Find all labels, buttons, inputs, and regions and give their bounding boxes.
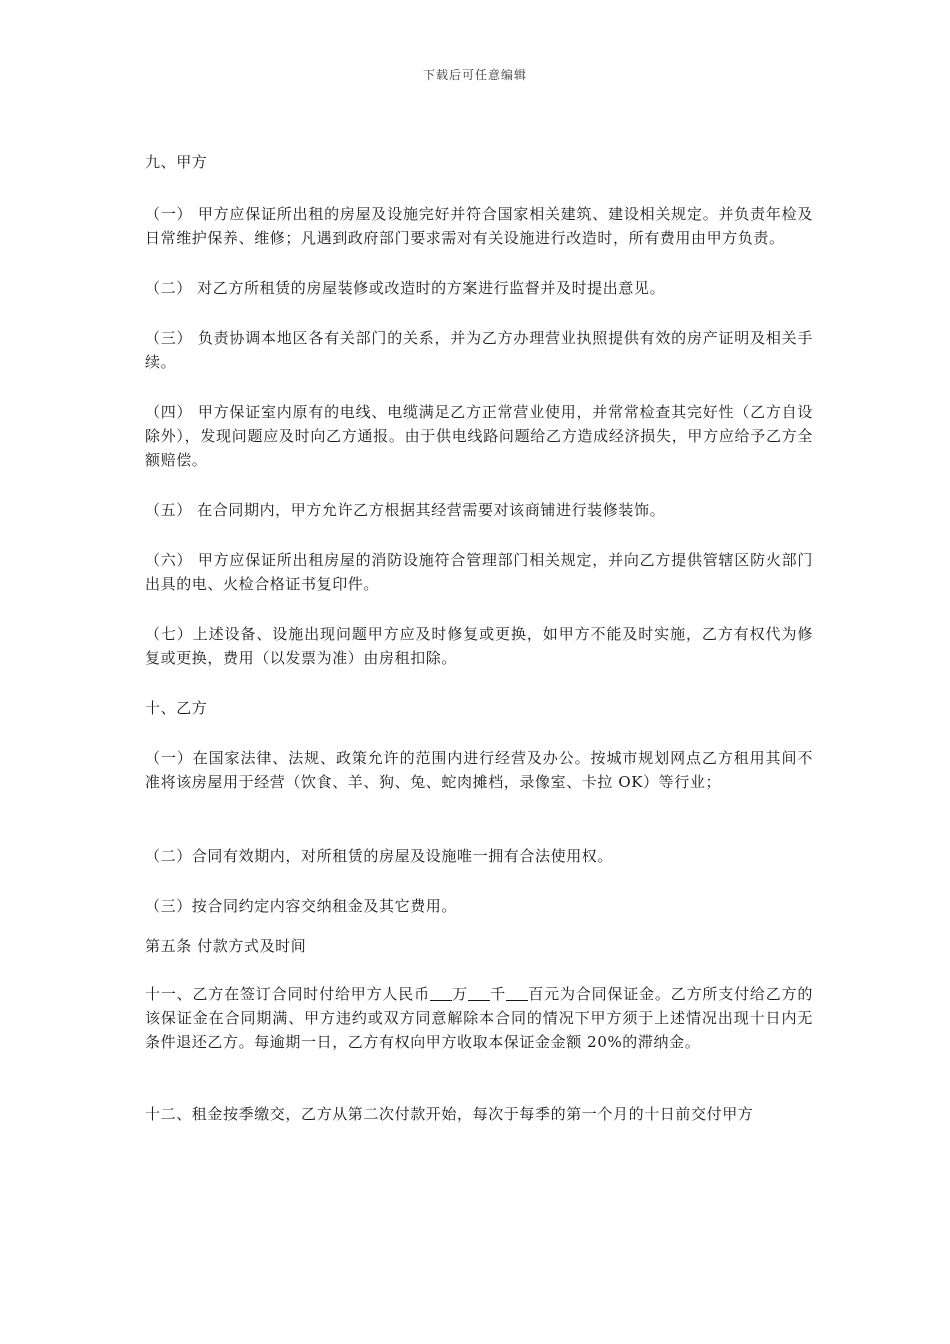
amount-blank-wan [430, 985, 452, 1001]
clause-11-unit-wan: 万 [451, 985, 468, 1003]
clause-9-7: （七）上述设备、设施出现问题甲方应及时修复或更换，如甲方不能及时实施，乙方有权代为修复或更换，费用（以发票为准）由房租扣除。 [145, 625, 813, 667]
clause-9-5: （五） 在合同期内，甲方允许乙方根据其经营需要对该商铺进行装修装饰。 [145, 501, 666, 519]
clause-11-unit-qian: 千 [490, 985, 507, 1003]
clause-10-3: （三）按合同约定内容交纳租金及其它费用。 [145, 897, 458, 915]
clause-11-part1: 十一、乙方在签订合同时付给甲方人民币 [145, 985, 430, 1003]
clause-9-4: （四） 甲方保证室内原有的电线、电缆满足乙方正常营业使用，并常常检查其完好性（乙方自设除外），发现问题应及时向乙方通报。由于供电线路问题给乙方造成经济损失，甲方应给予乙方全额赔偿。 [145, 403, 813, 469]
clause-12: 十二、租金按季缴交，乙方从第二次付款开始，每次于每季的第一个月的十日前交付甲方 [145, 1105, 754, 1123]
section-heading-9: 九、甲方 [145, 153, 208, 171]
clause-9-6: （六） 甲方应保证所出租房屋的消防设施符合管理部门相关规定，并向乙方提供管辖区防火部门出具的电、火检合格证书复印件。 [145, 551, 813, 593]
clause-10-2: （二）合同有效期内，对所租赁的房屋及设施唯一拥有合法使用权。 [145, 847, 614, 865]
clause-11-part2: 百元为合同保证金。乙方所支付给乙方的该保证金在合同期满、甲方违约或双方同意解除本合同的情况下甲方须于上述情况出现十日内无条件退还乙方。每逾期一日，乙方有权向甲方收取本保证金金额 20%的滞纳金。 [145, 985, 813, 1051]
article-5-heading: 第五条 付款方式及时间 [145, 937, 307, 955]
clause-11 [145, 982, 813, 1054]
section-heading-10: 十、乙方 [145, 699, 208, 717]
header-note: 下载后可任意编辑 [422, 68, 527, 82]
clause-9-1: （一） 甲方应保证所出租的房屋及设施完好并符合国家相关建筑、建设相关规定。并负责年检及日常维护保养、维修；凡遇到政府部门要求需对有关设施进行改造时，所有费用由甲方负责。 [145, 205, 813, 247]
clause-9-2: （二） 对乙方所租赁的房屋装修或改造时的方案进行监督并及时提出意见。 [145, 279, 666, 297]
amount-blank-qian [468, 985, 490, 1001]
amount-blank-bai [506, 985, 528, 1001]
document-body [145, 150, 813, 1126]
clause-10-1: （一）在国家法律、法规、政策允许的范围内进行经营及办公。按城市规划网点乙方租用其间不准将该房屋用于经营（饮食、羊、狗、兔、蛇肉摊档，录像室、卡拉 OK）等行业； [145, 749, 813, 791]
clause-9-3: （三） 负责协调本地区各有关部门的关系，并为乙方办理营业执照提供有效的房产证明及相关手续。 [145, 329, 813, 371]
